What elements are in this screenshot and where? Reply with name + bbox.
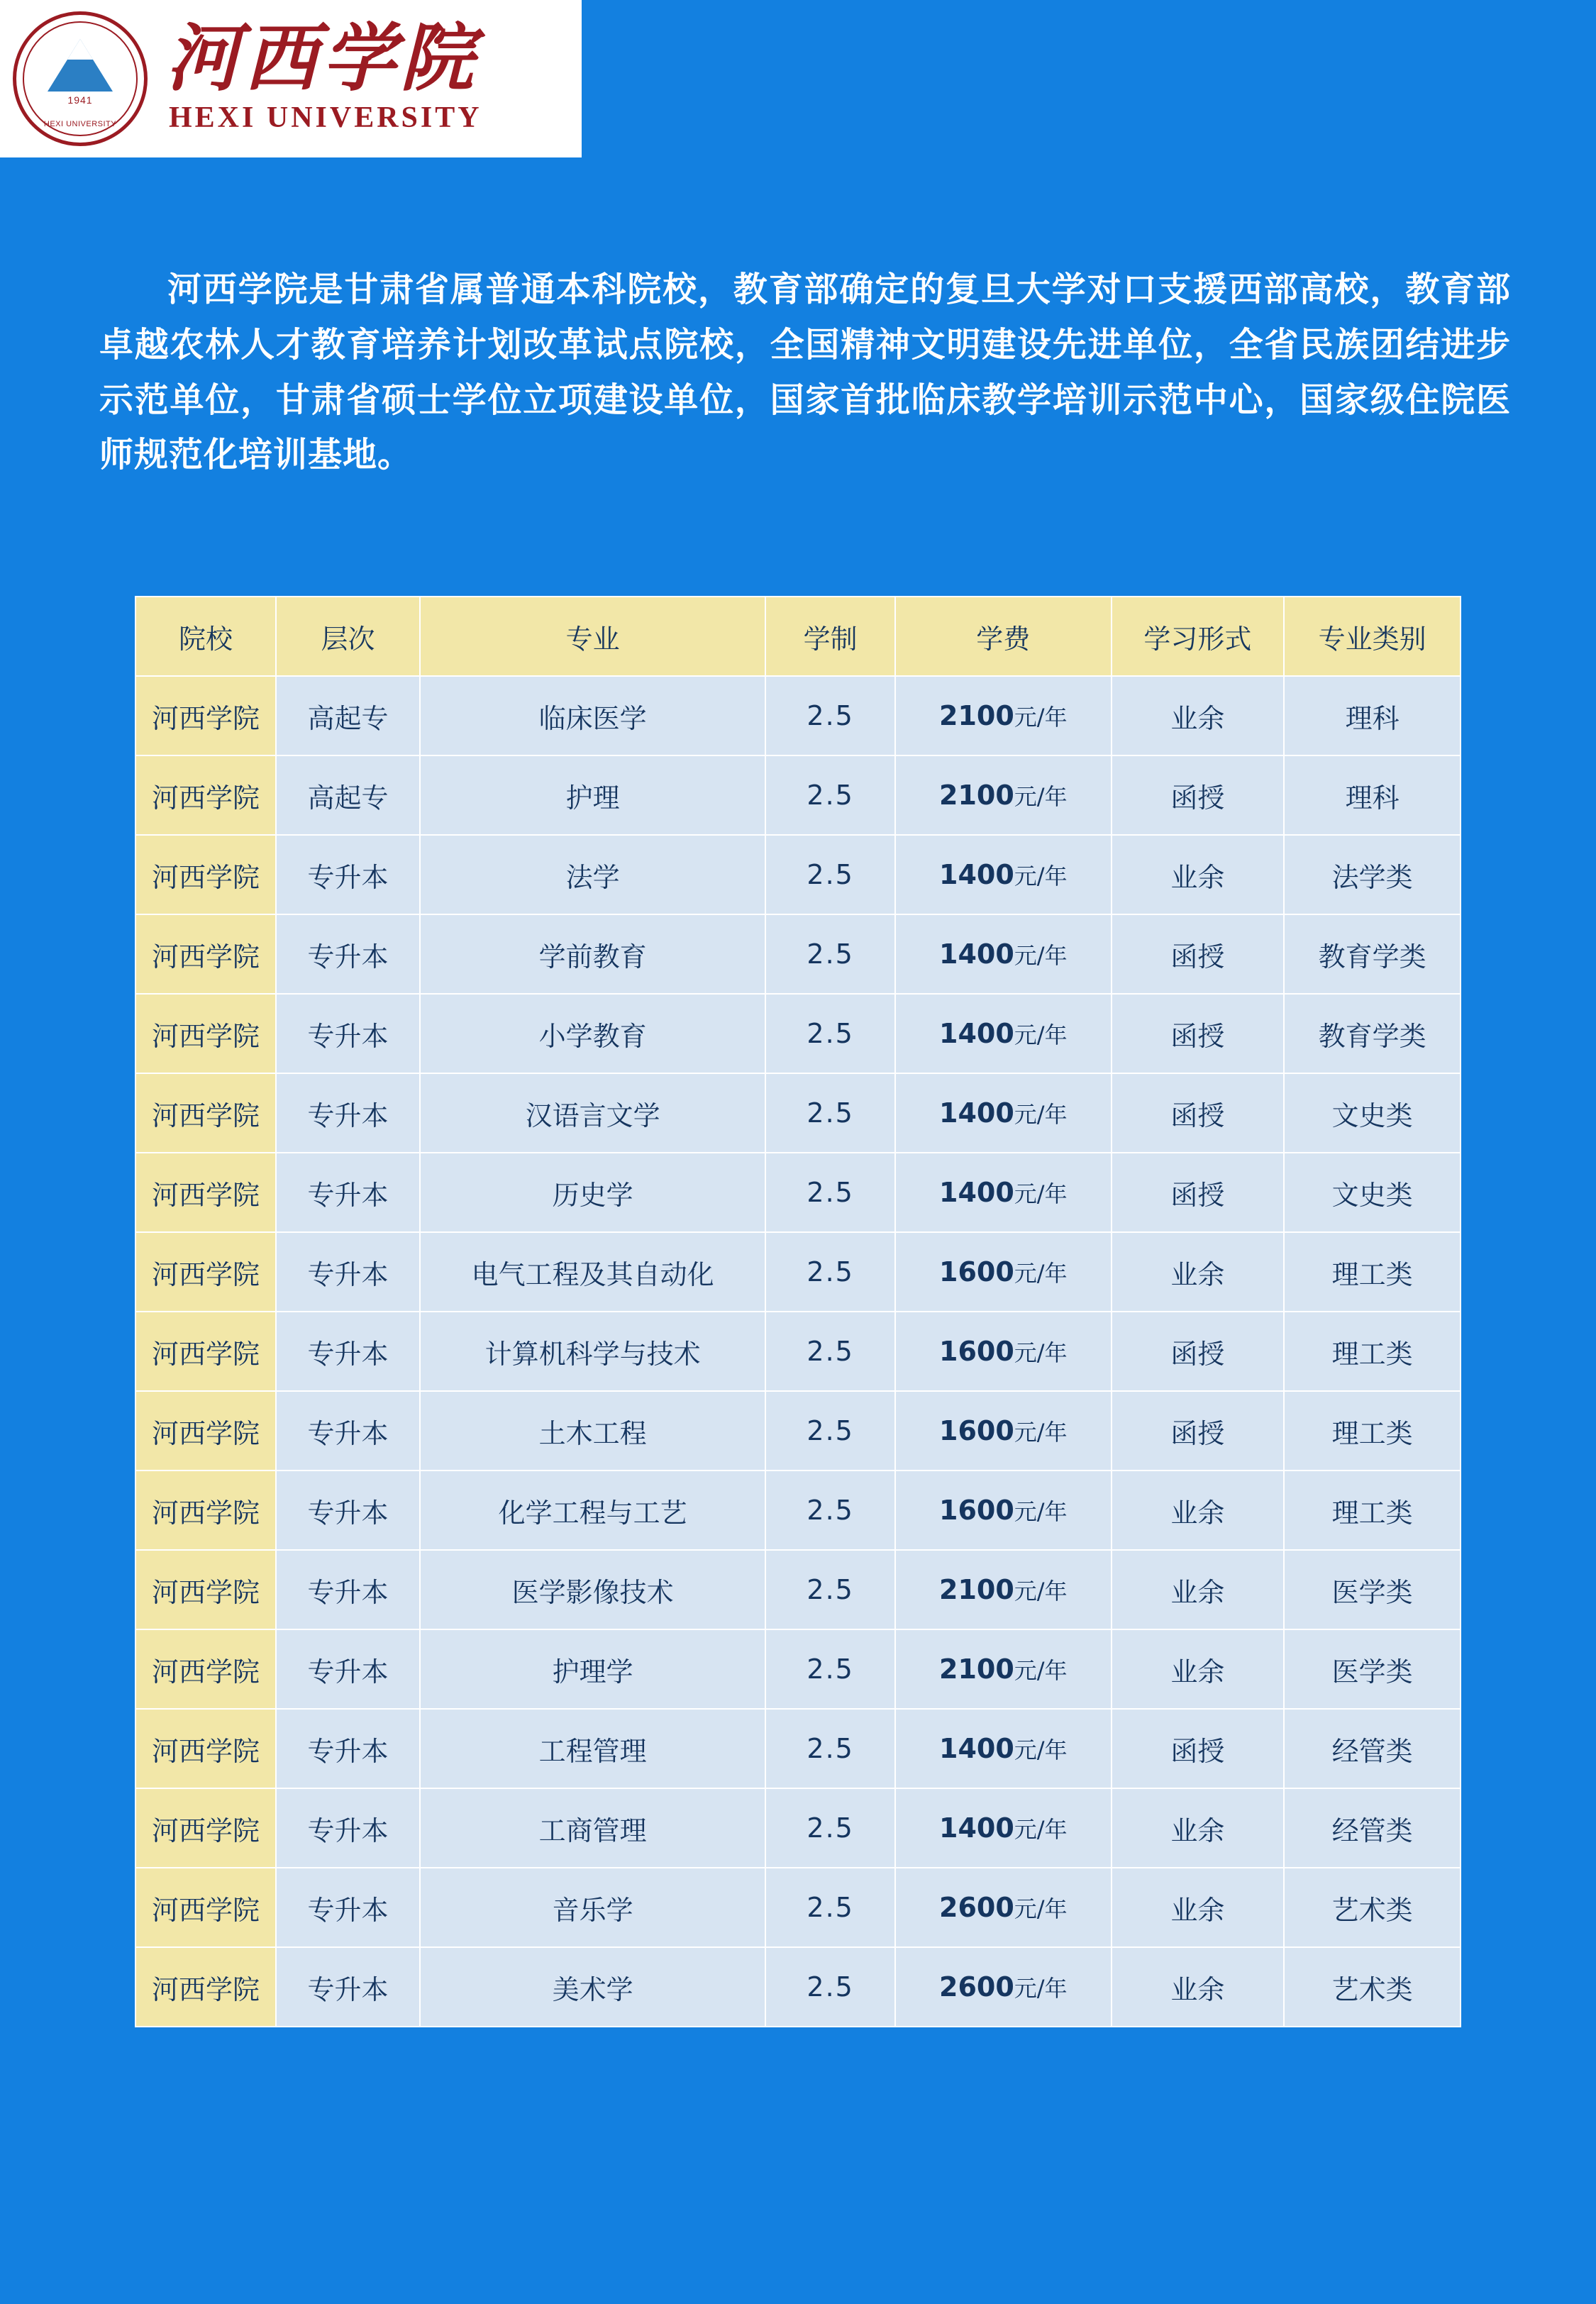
cell-years: 2.5 <box>765 1232 895 1312</box>
fee-amount: 2100 <box>939 1574 1014 1605</box>
seal-english-text: HEXI UNIVERSITY <box>43 120 117 128</box>
cell-school: 河西学院 <box>135 1709 276 1788</box>
cell-years: 2.5 <box>765 1788 895 1868</box>
cell-major: 法学 <box>420 835 765 914</box>
fee-unit: 元/年 <box>1014 783 1068 810</box>
cell-level: 专升本 <box>276 1709 420 1788</box>
fee-unit: 元/年 <box>1014 1578 1068 1605</box>
cell-level: 专升本 <box>276 1391 420 1471</box>
fee-amount: 2600 <box>939 1971 1014 2003</box>
cell-major: 医学影像技术 <box>420 1550 765 1629</box>
cell-fee <box>895 1550 1112 1629</box>
cell-fee <box>895 1788 1112 1868</box>
cell-study-form: 业余 <box>1112 1788 1285 1868</box>
cell-level: 专升本 <box>276 1629 420 1709</box>
fee-unit: 元/年 <box>1014 1101 1068 1128</box>
cell-years: 2.5 <box>765 1391 895 1471</box>
cell-level: 专升本 <box>276 1868 420 1947</box>
cell-years: 2.5 <box>765 1471 895 1550</box>
cell-fee <box>895 1947 1112 2027</box>
logo-english-name: HEXI UNIVERSITY <box>169 101 482 134</box>
cell-fee <box>895 1629 1112 1709</box>
cell-school: 河西学院 <box>135 1232 276 1312</box>
cell-level: 专升本 <box>276 1947 420 2027</box>
cell-years: 2.5 <box>765 1550 895 1629</box>
cell-category: 法学类 <box>1284 835 1461 914</box>
fee-amount: 1600 <box>939 1415 1014 1446</box>
cell-major: 化学工程与工艺 <box>420 1471 765 1550</box>
cell-years: 2.5 <box>765 1073 895 1153</box>
cell-category: 理科 <box>1284 755 1461 835</box>
fee-unit: 元/年 <box>1014 1180 1068 1207</box>
cell-school: 河西学院 <box>135 1629 276 1709</box>
cell-study-form: 业余 <box>1112 1629 1285 1709</box>
cell-years: 2.5 <box>765 755 895 835</box>
majors-table <box>135 596 1461 2027</box>
university-intro-paragraph: 河西学院是甘肃省属普通本科院校，教育部确定的复旦大学对口支援西部高校，教育部卓越农林人才教育培养计划改革试点院校，全国精神文明建设先进单位，全省民族团结进步示范单位，甘肃省硕士学位立项建设单位，国家首批临床教学培训示范中心，国家级住院医师规范化培训基地。 <box>99 270 1511 475</box>
cell-level: 专升本 <box>276 1232 420 1312</box>
fee-amount: 2100 <box>939 780 1014 811</box>
cell-study-form: 业余 <box>1112 1471 1285 1550</box>
cell-study-form: 函授 <box>1112 755 1285 835</box>
table-row <box>135 1629 1461 1709</box>
cell-category: 理工类 <box>1284 1391 1461 1471</box>
cell-school: 河西学院 <box>135 1788 276 1868</box>
table-row <box>135 1550 1461 1629</box>
cell-category: 教育学类 <box>1284 994 1461 1073</box>
cell-category: 艺术类 <box>1284 1947 1461 2027</box>
fee-unit: 元/年 <box>1014 1816 1068 1843</box>
cell-category: 艺术类 <box>1284 1868 1461 1947</box>
fee-unit: 元/年 <box>1014 1975 1068 2002</box>
cell-study-form: 业余 <box>1112 1947 1285 2027</box>
cell-major: 护理 <box>420 755 765 835</box>
cell-level: 专升本 <box>276 914 420 994</box>
fee-amount: 2100 <box>939 700 1014 731</box>
cell-school: 河西学院 <box>135 1471 276 1550</box>
table-row <box>135 1868 1461 1947</box>
logo-wordmark <box>166 18 482 135</box>
cell-level: 专升本 <box>276 1550 420 1629</box>
cell-major: 历史学 <box>420 1153 765 1232</box>
majors-table-container <box>135 596 1461 2027</box>
cell-level: 专升本 <box>276 1788 420 1868</box>
fee-unit: 元/年 <box>1014 1021 1068 1048</box>
cell-category: 理工类 <box>1284 1471 1461 1550</box>
header-major: 专业 <box>420 597 765 676</box>
cell-study-form: 业余 <box>1112 1232 1285 1312</box>
cell-major: 美术学 <box>420 1947 765 2027</box>
fee-amount: 1400 <box>939 859 1014 890</box>
cell-fee <box>895 1153 1112 1232</box>
cell-level: 专升本 <box>276 835 420 914</box>
cell-study-form: 业余 <box>1112 1868 1285 1947</box>
cell-fee <box>895 1709 1112 1788</box>
table-row <box>135 1709 1461 1788</box>
cell-study-form: 函授 <box>1112 1153 1285 1232</box>
cell-category: 医学类 <box>1284 1629 1461 1709</box>
cell-category: 经管类 <box>1284 1709 1461 1788</box>
fee-unit: 元/年 <box>1014 942 1068 969</box>
seal-year: 1941 <box>67 94 93 106</box>
cell-major: 土木工程 <box>420 1391 765 1471</box>
fee-unit: 元/年 <box>1014 1895 1068 1922</box>
table-row <box>135 1073 1461 1153</box>
cell-major: 工程管理 <box>420 1709 765 1788</box>
cell-fee <box>895 755 1112 835</box>
table-row <box>135 1232 1461 1312</box>
cell-level: 专升本 <box>276 1153 420 1232</box>
fee-unit: 元/年 <box>1014 1260 1068 1287</box>
cell-school: 河西学院 <box>135 914 276 994</box>
table-row <box>135 1471 1461 1550</box>
cell-category: 教育学类 <box>1284 914 1461 994</box>
fee-amount: 1600 <box>939 1495 1014 1526</box>
cell-major: 护理学 <box>420 1629 765 1709</box>
cell-school: 河西学院 <box>135 1550 276 1629</box>
cell-fee <box>895 1312 1112 1391</box>
cell-school: 河西学院 <box>135 1153 276 1232</box>
cell-school: 河西学院 <box>135 755 276 835</box>
cell-study-form: 业余 <box>1112 835 1285 914</box>
table-row <box>135 1312 1461 1391</box>
cell-study-form: 函授 <box>1112 994 1285 1073</box>
cell-major: 计算机科学与技术 <box>420 1312 765 1391</box>
fee-amount: 1400 <box>939 1018 1014 1049</box>
fee-amount: 1600 <box>939 1256 1014 1287</box>
table-body <box>135 676 1461 2027</box>
cell-school: 河西学院 <box>135 1391 276 1471</box>
fee-unit: 元/年 <box>1014 1657 1068 1684</box>
header-school: 院校 <box>135 597 276 676</box>
cell-category: 理工类 <box>1284 1312 1461 1391</box>
fee-unit: 元/年 <box>1014 1498 1068 1525</box>
cell-fee <box>895 914 1112 994</box>
cell-school: 河西学院 <box>135 1947 276 2027</box>
cell-level: 专升本 <box>276 1312 420 1391</box>
cell-years: 2.5 <box>765 1709 895 1788</box>
fee-amount: 2600 <box>939 1892 1014 1923</box>
cell-major: 汉语言文学 <box>420 1073 765 1153</box>
cell-major: 小学教育 <box>420 994 765 1073</box>
cell-category: 理工类 <box>1284 1232 1461 1312</box>
cell-school: 河西学院 <box>135 835 276 914</box>
fee-amount: 1600 <box>939 1336 1014 1367</box>
cell-school: 河西学院 <box>135 676 276 755</box>
cell-years: 2.5 <box>765 914 895 994</box>
cell-level: 高起专 <box>276 676 420 755</box>
fee-amount: 1400 <box>939 1733 1014 1764</box>
cell-fee <box>895 835 1112 914</box>
cell-fee <box>895 676 1112 755</box>
table-row <box>135 835 1461 914</box>
table-row <box>135 676 1461 755</box>
fee-amount: 1400 <box>939 1812 1014 1844</box>
table-row <box>135 1947 1461 2027</box>
cell-study-form: 函授 <box>1112 1391 1285 1471</box>
fee-amount: 1400 <box>939 1097 1014 1129</box>
fee-unit: 元/年 <box>1014 1737 1068 1763</box>
cell-category: 理科 <box>1284 676 1461 755</box>
cell-level: 专升本 <box>276 1471 420 1550</box>
cell-fee <box>895 1232 1112 1312</box>
cell-years: 2.5 <box>765 1947 895 2027</box>
cell-school: 河西学院 <box>135 1868 276 1947</box>
fee-unit: 元/年 <box>1014 1419 1068 1446</box>
cell-study-form: 函授 <box>1112 914 1285 994</box>
fee-amount: 1400 <box>939 938 1014 970</box>
cell-major: 音乐学 <box>420 1868 765 1947</box>
header-fee: 学费 <box>895 597 1112 676</box>
cell-major: 临床医学 <box>420 676 765 755</box>
cell-fee <box>895 1471 1112 1550</box>
fee-unit: 元/年 <box>1014 704 1068 731</box>
table-row <box>135 1788 1461 1868</box>
table-row <box>135 914 1461 994</box>
fee-amount: 2100 <box>939 1654 1014 1685</box>
cell-school: 河西学院 <box>135 1073 276 1153</box>
header-years: 学制 <box>765 597 895 676</box>
university-logo-bar <box>0 0 582 157</box>
cell-years: 2.5 <box>765 1868 895 1947</box>
cell-fee <box>895 1391 1112 1471</box>
cell-category: 文史类 <box>1284 1073 1461 1153</box>
cell-study-form: 函授 <box>1112 1073 1285 1153</box>
fee-amount: 1400 <box>939 1177 1014 1208</box>
cell-fee <box>895 994 1112 1073</box>
mountain-snow-icon <box>67 39 93 60</box>
cell-years: 2.5 <box>765 676 895 755</box>
cell-level: 专升本 <box>276 994 420 1073</box>
logo-chinese-name: 河西学院 <box>166 18 479 100</box>
cell-study-form: 业余 <box>1112 676 1285 755</box>
header-form: 学习形式 <box>1112 597 1285 676</box>
header-level: 层次 <box>276 597 420 676</box>
table-header <box>135 597 1461 676</box>
fee-unit: 元/年 <box>1014 863 1068 890</box>
cell-fee <box>895 1868 1112 1947</box>
cell-study-form: 业余 <box>1112 1550 1285 1629</box>
cell-school: 河西学院 <box>135 1312 276 1391</box>
university-seal-icon <box>13 11 148 146</box>
fee-unit: 元/年 <box>1014 1339 1068 1366</box>
cell-major: 电气工程及其自动化 <box>420 1232 765 1312</box>
cell-major: 学前教育 <box>420 914 765 994</box>
cell-years: 2.5 <box>765 1312 895 1391</box>
cell-fee <box>895 1073 1112 1153</box>
cell-category: 医学类 <box>1284 1550 1461 1629</box>
cell-major: 工商管理 <box>420 1788 765 1868</box>
cell-school: 河西学院 <box>135 994 276 1073</box>
cell-category: 经管类 <box>1284 1788 1461 1868</box>
cell-years: 2.5 <box>765 835 895 914</box>
table-row <box>135 1153 1461 1232</box>
table-row <box>135 1391 1461 1471</box>
cell-level: 高起专 <box>276 755 420 835</box>
cell-study-form: 函授 <box>1112 1312 1285 1391</box>
cell-years: 2.5 <box>765 994 895 1073</box>
cell-study-form: 函授 <box>1112 1709 1285 1788</box>
cell-years: 2.5 <box>765 1153 895 1232</box>
header-category: 专业类别 <box>1284 597 1461 676</box>
cell-years: 2.5 <box>765 1629 895 1709</box>
cell-level: 专升本 <box>276 1073 420 1153</box>
table-header-row <box>135 597 1461 676</box>
table-row <box>135 994 1461 1073</box>
table-row <box>135 755 1461 835</box>
cell-category: 文史类 <box>1284 1153 1461 1232</box>
